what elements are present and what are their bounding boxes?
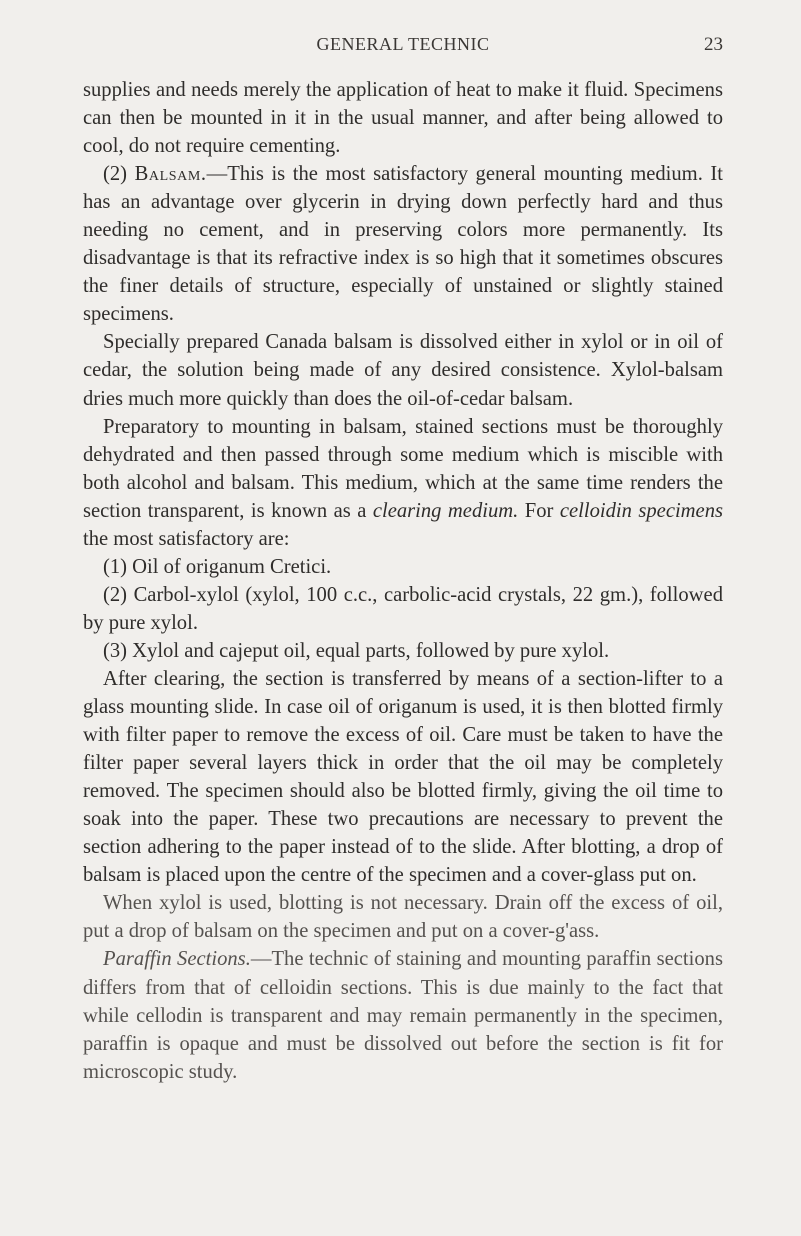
- paragraph-balsam: (2) Balsam.—This is the most satisfactory general mounting medium. It has an advantage over glycerin in drying down perfectly hard and thus needing no cement, and in preserving colors more permanently. Its disadvantage is that its refractive index is so high that it sometimes obscures the finer details of structure, especially of unstained or slightly stained specimens.: [83, 163, 723, 326]
- section-heading-balsam: Balsam.: [134, 163, 207, 186]
- term-clearing-medium: clearing medium.: [372, 499, 519, 522]
- page-header: [83, 34, 723, 60]
- term-celloidin-specimens: celloidin specimens: [559, 499, 724, 522]
- paragraph-continuation: supplies and needs merely the application of heat to make it fluid. Specimens can then be mounted in it in the usual manner, and after being allowed to cool, do not require cementing.: [83, 79, 723, 158]
- paragraph-xylol: When xylol is used, blotting is not necessary. Drain off the excess of oil, put a drop of balsam on the specimen and put on a cover-g'ass.: [83, 892, 723, 943]
- list-item: (1) Oil of origanum Cretici.: [103, 555, 332, 578]
- list-item: (3) Xylol and cajeput oil, equal parts, followed by pure xylol.: [103, 639, 610, 662]
- paragraph-after-clearing: After clearing, the section is transferred by means of a section-lifter to a glass mounting slide. In case oil of origanum is used, it is then blotted firmly with filter paper to remove the excess of oil. Care must be taken to have the filter paper several layers thick in order that the oil may be completely removed. The specimen should also be blotted firmly, giving the oil time to soak into the paper. These two precautions are necessary to prevent the section adhering to the paper instead of to the slide. After blotting, a drop of balsam is placed upon the centre of the specimen and a cover-glass put on.: [83, 667, 723, 887]
- list-item: (2) Carbol-xylol (xylol, 100 c.c., carbolic-acid crystals, 22 gm.), followed by pure xylol.: [83, 583, 723, 634]
- paragraph-paraffin: Paraffin Sections.—The technic of staining and mounting paraffin sections differs from that of celloidin sections. This is due mainly to the fact that while cellodin is transparent and may remain permanently in the specimen, paraffin is opaque and must be dissolved out before the section is fit for microscopic study.: [83, 948, 723, 1083]
- paragraph-canada-balsam: Specially prepared Canada balsam is dissolved either in xylol or in oil of cedar, the solution being made of any desired consistence. Xylol-balsam dries much more quickly than does the oil-of-cedar balsam.: [83, 331, 723, 410]
- page-number: 23: [704, 34, 723, 55]
- running-head: GENERAL TECHNIC: [316, 34, 490, 54]
- body-text: [83, 76, 723, 1086]
- paragraph-clearing: Preparatory to mounting in balsam, stained sections must be thoroughly dehydrated and then passed through some medium which is miscible with both alcohol and balsam. This medium, which at the same time renders the section transparent, is known as a clearing medium. For celloidin specimens the most satisfactory are:: [83, 415, 724, 550]
- section-heading-paraffin: Paraffin Sections.: [103, 948, 251, 971]
